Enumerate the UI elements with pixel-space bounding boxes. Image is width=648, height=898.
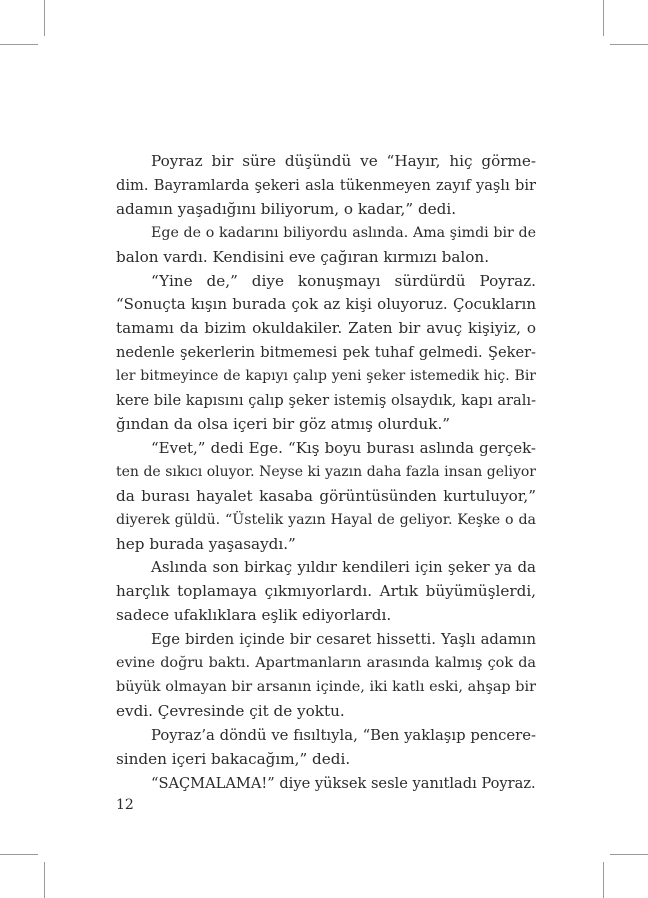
text-line: Poyraz bir süre düşündü ve “Hayır, hiç görme- <box>151 152 536 170</box>
text-line: Ege de o kadarını biliyordu aslında. Ama şimdi bir de <box>151 224 536 241</box>
text-line: sadece ufaklıklara eşlik ediyorlardı. <box>116 606 392 625</box>
text-line: “SAÇMALAMA!” diye yüksek sesle yanıtladı Poyraz. <box>151 774 536 792</box>
paragraph <box>116 270 536 437</box>
text-line: ler bitmeyince de kapıyı çalıp yeni şeker istemedik hiç. Bir <box>116 368 536 385</box>
paragraph <box>116 724 536 772</box>
text-line: ten de sıkıcı oluyor. Neyse ki yazın daha fazla insan geliyor <box>116 463 536 480</box>
crop-mark-top-left <box>44 0 45 36</box>
text-line: kere bile kapısını çalıp şeker istemiş olsaydık, kapı aralı- <box>116 392 536 410</box>
crop-mark-left-upper <box>0 44 38 45</box>
text-line: “Evet,” dedi Ege. “Kış boyu burası aslında gerçek- <box>151 438 536 457</box>
text-line: evdi. Çevresinde çit de yoktu. <box>116 701 345 720</box>
crop-mark-bottom-right <box>603 862 604 898</box>
crop-mark-right-upper <box>610 44 648 45</box>
text-line: evine doğru baktı. Apartmanların arasında kalmış çok da <box>116 655 536 672</box>
paragraph <box>116 556 536 628</box>
text-line: “Yine de,” diye konuşmayı sürdürdü Poyraz. <box>151 271 536 290</box>
body-text <box>116 150 536 795</box>
text-line: da burası hayalet kasaba görüntüsünden kurtuluyor,” <box>116 486 536 505</box>
paragraph <box>116 150 536 222</box>
text-line: Poyraz’a döndü ve fısıltıyla, “Ben yaklaşıp pencere- <box>151 726 536 744</box>
text-line: tamamı da bizim okuldakiler. Zaten bir avuç kişiyiz, o <box>116 319 536 338</box>
paragraph <box>116 437 536 557</box>
text-line: harçlık toplamaya çıkmıyorlardı. Artık büyümüşlerdi, <box>116 582 536 601</box>
text-line: “Sonuçta kışın burada çok az kişi oluyoruz. Çocukların <box>116 295 536 314</box>
text-line: nedenle şekerlerin bitmemesi pek tuhaf gelmedi. Şeker- <box>116 344 536 362</box>
crop-mark-top-right <box>603 0 604 36</box>
text-line: balon vardı. Kendisini eve çağıran kırmızı balon. <box>116 247 490 266</box>
crop-mark-right-lower <box>610 854 648 855</box>
text-line: Ege birden içinde bir cesaret hissetti. Yaşlı adamın <box>151 631 536 649</box>
text-line: dim. Bayramlarda şekeri asla tükenmeyen zayıf yaşlı bir <box>116 176 536 194</box>
text-line: Aslında son birkaç yıldır kendileri için şeker ya da <box>151 558 536 577</box>
text-line: büyük olmayan bir arsanın içinde, iki katlı eski, ahşap bir <box>116 678 536 695</box>
crop-mark-bottom-left <box>44 862 45 898</box>
paragraph <box>116 222 536 270</box>
text-line: adamın yaşadığını biliyorum, o kadar,” dedi. <box>116 199 457 218</box>
paragraph <box>116 628 536 724</box>
text-line: sinden içeri bakacağım,” dedi. <box>116 749 351 768</box>
text-line: ğından da olsa içeri bir göz atmış olurduk.” <box>116 414 451 433</box>
crop-mark-left-lower <box>0 854 38 855</box>
page-number: 12 <box>116 797 134 813</box>
text-line: hep burada yaşasaydı.” <box>116 534 296 553</box>
paragraph <box>116 772 536 796</box>
text-line: diyerek güldü. “Üstelik yazın Hayal de geliyor. Keşke o da <box>116 511 536 528</box>
